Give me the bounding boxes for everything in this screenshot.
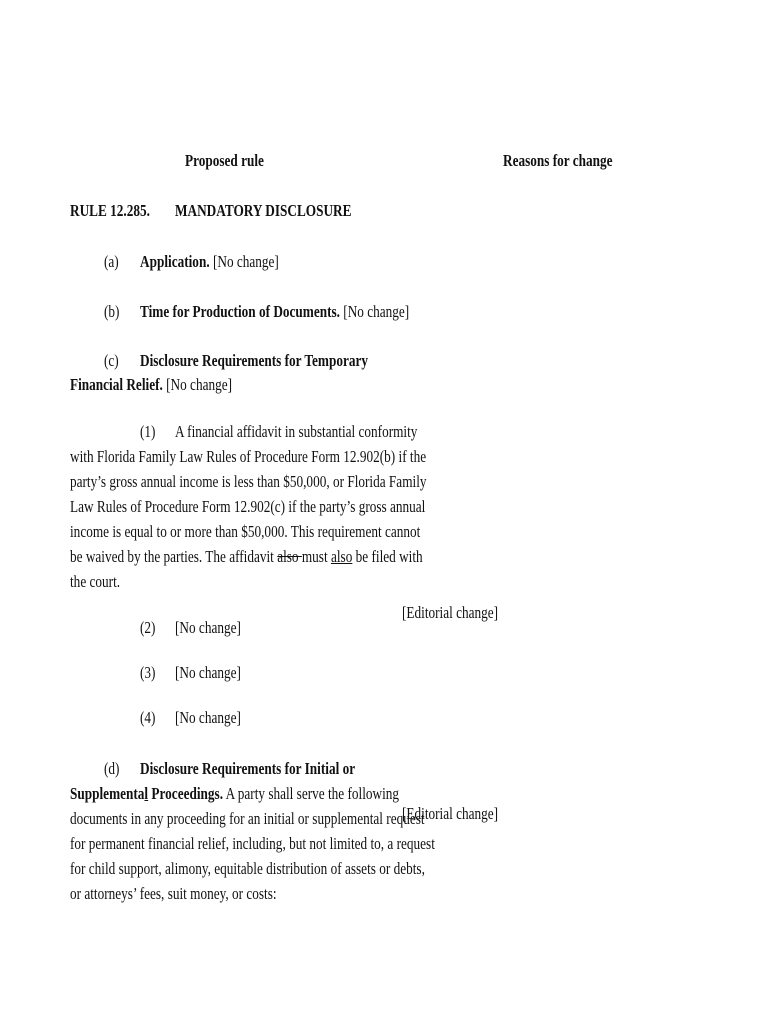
item-c1-line2: with Florida Family Law Rules of Procedure Form 12.902(b) if the (70, 447, 427, 466)
item-c1-line4: Law Rules of Procedure Form 12.902(c) if the party’s gross annual (70, 497, 426, 516)
reason-c1: [Editorial change] (402, 603, 499, 622)
inserted-text: also (330, 547, 353, 566)
section-d-line3: documents in any proceeding for an initial or supplemental request (70, 809, 425, 828)
section-b-text: [No change] (339, 302, 410, 321)
proposed-rule-header: Proposed rule (185, 151, 264, 170)
inserted-text: l (144, 784, 149, 803)
section-d-line2: Supplemental Proceedings. A party shall serve the following (70, 784, 400, 803)
item-c2-marker: (2) (140, 618, 156, 637)
section-c-marker: (c) (104, 351, 119, 370)
section-d-marker: (d) (104, 759, 120, 778)
item-c1-line1: A financial affidavit in substantial conformity (175, 422, 418, 441)
section-c-text: [No change] (162, 375, 233, 394)
section-d-line4: for permanent financial relief, including, but not limited to, a request (70, 834, 435, 853)
section-d-line6: or attorneys’ fees, suit money, or costs: (70, 884, 277, 903)
section-a-text: [No change] (209, 252, 279, 271)
deleted-text: also (277, 547, 302, 566)
item-c4-text: [No change] (175, 708, 241, 727)
reason-d: [Editorial change] (402, 804, 499, 823)
item-c1-line7: the court. (70, 572, 121, 591)
section-d-line5: for child support, alimony, equitable distribution of assets or debts, (70, 859, 425, 878)
section-c-heading-line2: Financial Relief. [No change] (70, 375, 233, 394)
item-c2-text: [No change] (175, 618, 241, 637)
section-b (140, 301, 485, 323)
item-c3-marker: (3) (140, 663, 156, 682)
item-c1-marker: (1) (140, 422, 156, 441)
section-a (140, 251, 318, 273)
item-c1-line3: party’s gross annual income is less than $50,000, or Florida Family (70, 472, 427, 491)
item-c1-line6: be waived by the parties. The affidavit also must also be filed with (70, 547, 423, 566)
reasons-header: Reasons for change (503, 151, 613, 170)
item-c3-text: [No change] (175, 663, 241, 682)
rule-title: MANDATORY DISCLOSURE (175, 201, 352, 220)
item-c1-line5: income is equal to or more than $50,000. This requirement cannot (70, 522, 421, 541)
item-c4-marker: (4) (140, 708, 156, 727)
section-c-heading-line1: Disclosure Requirements for Temporary (140, 351, 368, 370)
section-d-heading-line1: Disclosure Requirements for Initial or (140, 759, 356, 778)
rule-number: RULE 12.285. (70, 201, 150, 220)
section-a-marker: (a) (104, 252, 119, 271)
section-a-heading: Application. (140, 252, 210, 271)
section-b-marker: (b) (104, 302, 120, 321)
section-b-heading: Time for Production of Documents. (140, 302, 340, 321)
